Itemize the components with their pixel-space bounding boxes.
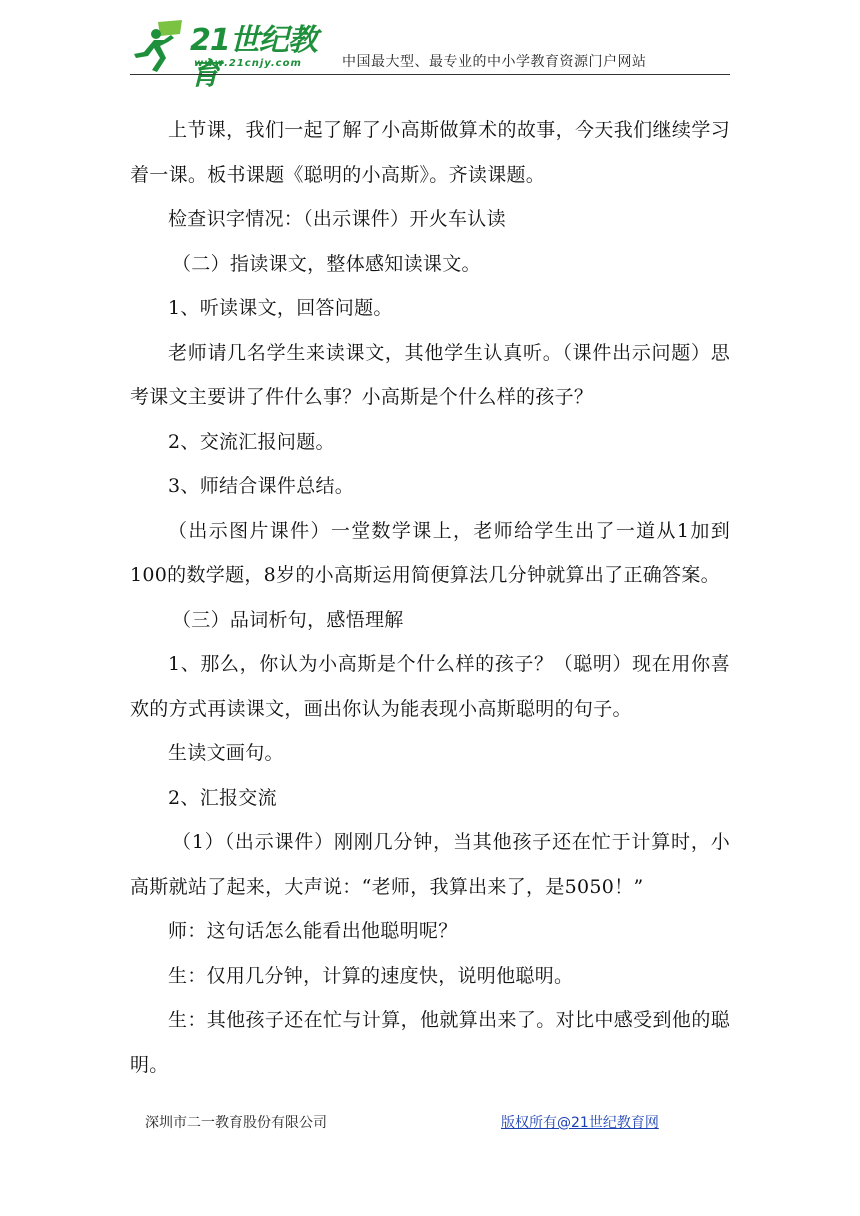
paragraph: 生读文画句。 <box>168 742 284 764</box>
paragraph: 上节课，我们一起了解了小高斯做算术的故事，今天我们继续学习着一课。板书课题《聪明的小高斯》。齐读课题。 <box>130 119 730 186</box>
paragraph: 检查识字情况：（出示课件）开火车认读 <box>168 208 506 230</box>
paragraph: 2、汇报交流 <box>168 786 277 809</box>
section-heading: （二）指读课文，整体感知读课文。 <box>172 252 481 275</box>
paragraph: 生：其他孩子还在忙与计算，他就算出来了。对比中感受到他的聪明。 <box>130 1009 730 1076</box>
paragraph: 老师请几名学生来读课文，其他学生认真听。（课件出示问题）思考课文主要讲了件什么事？小高斯是个什么样的孩子？ <box>130 341 730 408</box>
paragraph: 1、听读课文，回答问题。 <box>168 297 393 319</box>
paragraph: 生：仅用几分钟，计算的速度快，说明他聪明。 <box>168 964 574 987</box>
paragraph: （出示图片课件）一堂数学课上，老师给学生出了一道从1加到100的数学题，8岁的小高斯运用简便算法几分钟就算出了正确答案。 <box>130 519 730 586</box>
page-footer <box>145 1112 675 1136</box>
paragraph: 师：这句话怎么能看出他聪明呢？ <box>168 920 458 942</box>
logo-text: 21世纪教育 <box>190 23 317 92</box>
footer-company: 深圳市二一教育股份有限公司 <box>145 1115 327 1131</box>
site-logo[interactable] <box>130 18 330 92</box>
paragraph: 1、那么，你认为小高斯是个什么样的孩子？（聪明）现在用你喜欢的方式再读课文，画出你认为能表现小高斯聪明的句子。 <box>130 653 730 720</box>
copyright-link[interactable]: 版权所有@21世纪教育网 <box>501 1115 659 1131</box>
section-heading: （三）品词析句，感悟理解 <box>172 608 404 631</box>
document-body <box>130 108 730 1087</box>
paragraph: 3、师结合课件总结。 <box>168 475 355 497</box>
paragraph: 2、交流汇报问题。 <box>168 430 335 453</box>
page-header <box>130 18 730 92</box>
header-divider <box>130 74 730 75</box>
runner-icon <box>130 18 190 74</box>
logo-url: www.21cnjy.com <box>194 58 302 69</box>
site-tagline: 中国最大型、最专业的中小学教育资源门户网站 <box>342 54 647 70</box>
paragraph: （1）（出示课件）刚刚几分钟，当其他孩子还在忙于计算时，小高斯就站了起来，大声说：“老师，我算出来了，是5050！” <box>130 831 730 898</box>
